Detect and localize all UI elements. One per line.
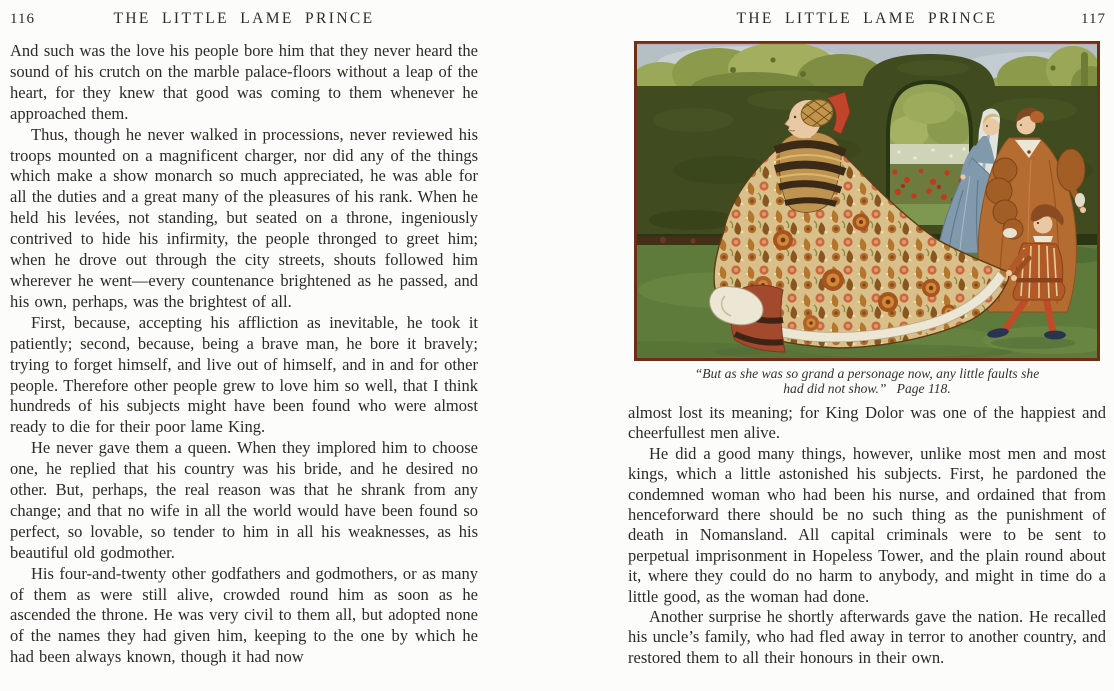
left-page-text (10, 41, 478, 668)
right-running-title: THE LITTLE LAME PRINCE (736, 10, 998, 27)
right-page-number: 117 (1081, 11, 1106, 27)
left-page (10, 10, 478, 668)
paragraph: First, because, accepting his affliction as inevitable, he took it patiently; second, because, being a brave man, he bore it bravely; trying to forget himself, and live out of himself, and in and for other people. Therefore other people grew to love him so well, that I think hundreds of his subjects might have been found who were almost ready to die for their poor lame King. (10, 312, 478, 437)
caption-line-1: “But as she was so grand a personage now, any little faults she (694, 366, 1040, 381)
paragraph: Another surprise he shortly afterwards gave the nation. He recalled his uncle’s family, who had fled away in terror to another country, and restored them to all their honours in their own. (628, 607, 1106, 667)
garden-illustration (633, 40, 1101, 362)
paragraph: And such was the love his people bore him that they never heard the sound of his crutch on the marble palace-floors without a leap of the heart, for they knew that good was coming to them whenever he approached them. (10, 41, 478, 123)
paragraph: Thus, though he never walked in processions, never reviewed his troops mounted on a magnificent charger, nor did any of the things which make a show monarch so much appreciated, he was able for all the duties and a great many of the pleasures of his rank. When he held his levées, not standing, but seated on a throne, ingeniously contrived to hide his infirmity, the people thronged to greet him; when he drove out through the city streets, shouts followed him wherever he went—every countenance brightened as he passed, and his own, perhaps, was the brightest of all. (10, 124, 478, 311)
caption-line-2: had did not show.” Page 118. (783, 381, 951, 396)
illustration-caption (628, 366, 1106, 396)
paragraph: almost lost its meaning; for King Dolor was one of the happiest and cheerfullest men alive. (628, 403, 1106, 443)
right-page-text (628, 403, 1106, 668)
illustration-plate (633, 40, 1101, 362)
right-page (628, 10, 1106, 668)
paragraph: He did a good many things, however, unlike most men and most kings, which a little astonished his subjects. First, he pardoned the condemned woman who had been his nurse, and ordained that from henceforward there should be no such thing as the punishment of death in Nomansland. All capital criminals were to be sent to perpetual imprisonment in Hopeless Tower, and the plain round about it, where they could do no harm to anybody, and might in time do a little good, as the woman had done. (628, 443, 1106, 606)
paragraph: He never gave them a queen. When they implored him to choose one, he replied that his country was his bride, and he desired no other. But, perhaps, the real reason was that he shrank from any change; and that no wife in all the world would have been found so perfect, so lovable, so tender to him in all his weaknesses, as his beautiful old godmother. (10, 438, 478, 562)
left-page-header (10, 10, 478, 28)
paragraph: His four-and-twenty other godfathers and godmothers, or as many of them as were still alive, crowded round him as soon as he ascended the throne. He was very civil to them all, but adopted none of the names they had given him, keeping to the one by which he had been always known, though it had now (10, 563, 478, 667)
right-page-header (628, 10, 1106, 28)
left-running-title: THE LITTLE LAME PRINCE (113, 10, 375, 27)
left-page-number: 116 (10, 11, 35, 27)
